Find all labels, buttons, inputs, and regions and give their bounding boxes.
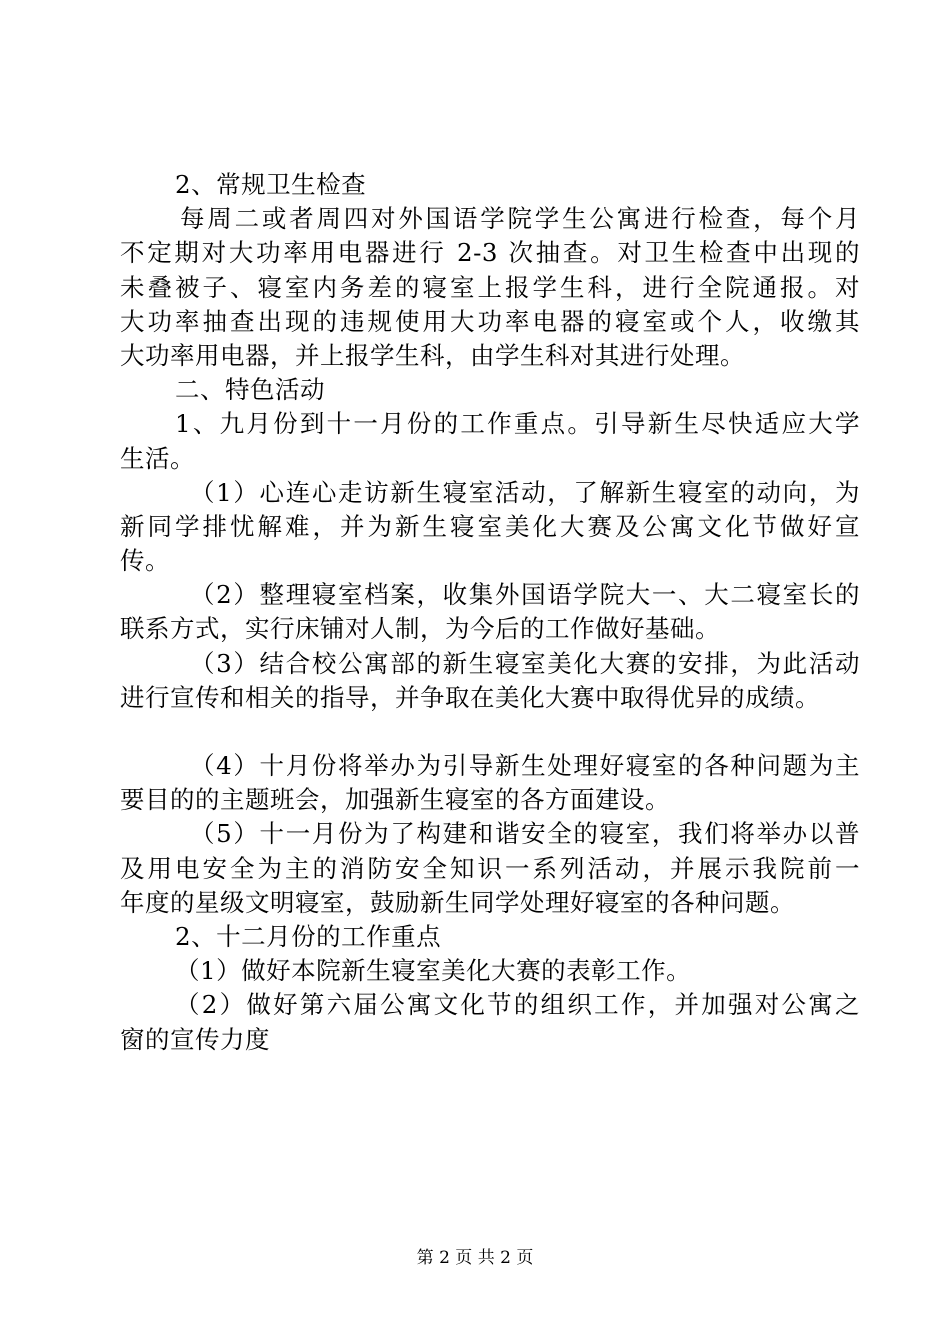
paragraph-line: 大功率抽查出现的违规使用大功率电器的寝室或个人，收缴其 [120, 306, 860, 336]
page-number-footer: 第 2 页 共 2 页 [416, 1248, 534, 1268]
paragraph-line: 联系方式，实行床铺对人制，为今后的工作做好基础。 [120, 614, 720, 644]
paragraph-line: （1）心连心走访新生寝室活动，了解新生寝室的动向，为 [190, 477, 860, 507]
document-body [120, 168, 860, 1057]
heading-december-focus: 2、十二月份的工作重点 [175, 921, 442, 951]
paragraph-line: 大功率用电器，并上报学生科，由学生科对其进行处理。 [120, 340, 745, 370]
paragraph-line: 1、九月份到十一月份的工作重点。引导新生尽快适应大学 [175, 409, 860, 439]
paragraph-line: 要目的的主题班会，加强新生寝室的各方面建设。 [120, 785, 670, 815]
paragraph-line: （4）十月份将举办为引导新生处理好寝室的各种问题为主 [190, 751, 860, 780]
paragraph-line: 窗的宣传力度 [120, 1024, 270, 1054]
paragraph-line: 及用电安全为主的消防安全知识一系列活动，并展示我院前一 [120, 853, 860, 883]
paragraph-line: 每周二或者周四对外国语学院学生公寓进行检查，每个月 [180, 204, 860, 234]
paragraph-line: 生活。 [120, 443, 195, 473]
paragraph-line: 未叠被子、寝室内务差的寝室上报学生科，进行全院通报。对 [120, 272, 860, 302]
paragraph-line: 不定期对大功率用电器进行 2-3 次抽查。对卫生检查中出现的 [120, 238, 860, 268]
paragraph-line: （3）结合校公寓部的新生寝室美化大赛的安排，为此活动 [190, 648, 860, 678]
paragraph-gap [120, 715, 860, 749]
paragraph-line: （1）做好本院新生寝室美化大赛的表彰工作。 [175, 956, 692, 986]
heading-special-activities: 二、特色活动 [175, 375, 325, 405]
paragraph-line: （2）整理寝室档案，收集外国语学院大一、大二寝室长的 [190, 580, 860, 610]
heading-routine-inspection: 2、常规卫生检查 [175, 170, 367, 199]
paragraph-line: 传。 [120, 546, 170, 576]
paragraph-line: （2）做好第六届公寓文化节的组织工作，并加强对公寓之 [175, 990, 860, 1020]
paragraph-line: 新同学排忧解难，并为新生寝室美化大赛及公寓文化节做好宣 [120, 511, 860, 541]
paragraph-line: （5）十一月份为了构建和谐安全的寝室，我们将举办以普 [190, 819, 860, 849]
paragraph-line: 进行宣传和相关的指导，并争取在美化大赛中取得优异的成绩。 [120, 682, 820, 712]
paragraph-line: 年度的星级文明寝室，鼓励新生同学处理好寝室的各种问题。 [120, 887, 795, 917]
